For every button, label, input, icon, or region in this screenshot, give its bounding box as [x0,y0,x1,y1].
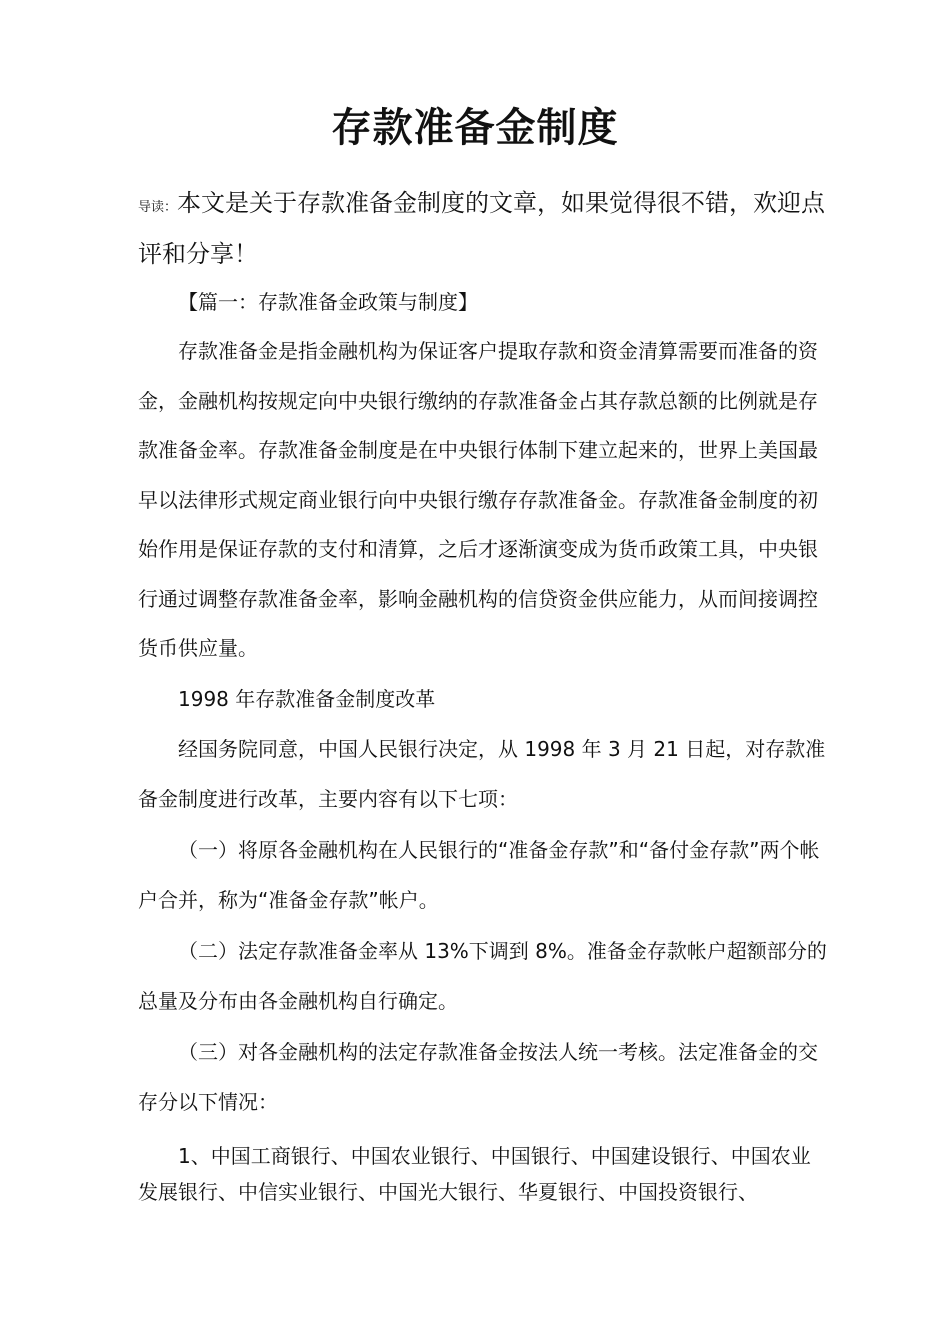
list-item: （三）对各金融机构的法定存款准备金按法人统一考核。法定准备金的交存分以下情况： [138,1040,818,1114]
list-item: （一）将原各金融机构在人民银行的“准备金存款”和“备付金存款”两个帐户合并，称为“准备金存款”帐户。 [138,838,820,912]
intro-text: 本文是关于存款准备金制度的文章，如果觉得很不错，欢迎点评和分享！ [138,189,826,268]
body-paragraph: 存款准备金是指金融机构为保证客户提取存款和资金清算需要而准备的资金，金融机构按规定向中央银行缴纳的存款准备金占其存款总额的比例就是存款准备金率。存款准备金制度是在中央银行体制下建立起来的，世界上美国最早以法律形式规定商业银行向中央银行缴存存款准备金。存款准备金制度的初始作用是保证存款的支付和清算，之后才逐渐演变成为货币政策工具，中央银行通过调整存款准备金率，影响金融机构的信贷资金供应能力，从而间接调控货币供应量。 [138,339,818,660]
section-heading: 【篇一：存款准备金政策与制度】 [178,290,478,314]
document-title: 存款准备金制度 [331,105,619,151]
intro-label: 导读： [138,200,178,215]
subheading: 1998 年存款准备金制度改革 [178,687,436,711]
list-item: （二）法定存款准备金率从 13%下调到 8%。准备金存款帐户超额部分的总量及分布由各金融机构自行确定。 [138,939,827,1013]
list-item: 1、中国工商银行、中国农业银行、中国银行、中国建设银行、中国农业发展银行、中信实业银行、中国光大银行、华夏银行、中国投资银行、 [138,1144,811,1204]
body-paragraph: 经国务院同意，中国人民银行决定，从 1998 年 3 月 21 日起，对存款准备金制度进行改革，主要内容有以下七项： [138,737,826,811]
intro-paragraph [138,180,828,277]
